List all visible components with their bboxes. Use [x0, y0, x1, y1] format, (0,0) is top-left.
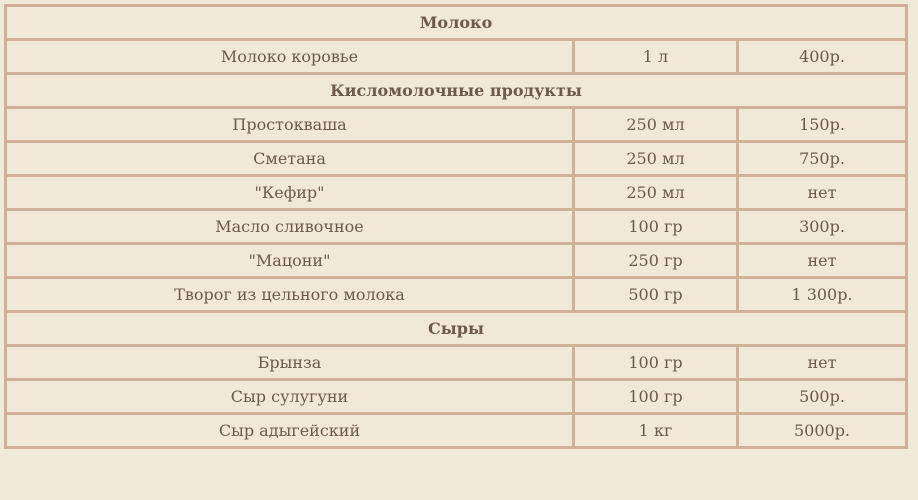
product-name: Сыр адыгейский — [6, 414, 574, 448]
table-row — [6, 176, 907, 210]
product-quantity: 250 мл — [574, 108, 738, 142]
product-price: 5000р. — [738, 414, 907, 448]
table-row — [6, 278, 907, 312]
product-price: 750р. — [738, 142, 907, 176]
product-price: нет — [738, 244, 907, 278]
product-name: "Мацони" — [6, 244, 574, 278]
product-quantity: 100 гр — [574, 346, 738, 380]
product-quantity: 100 гр — [574, 380, 738, 414]
product-quantity: 1 кг — [574, 414, 738, 448]
table-row — [6, 346, 907, 380]
product-price: 400р. — [738, 40, 907, 74]
product-price: 1 300р. — [738, 278, 907, 312]
section-header-milk — [6, 6, 907, 40]
product-quantity: 500 гр — [574, 278, 738, 312]
product-quantity: 1 л — [574, 40, 738, 74]
product-price: нет — [738, 346, 907, 380]
table-row — [6, 108, 907, 142]
product-price: 500р. — [738, 380, 907, 414]
table-row — [6, 142, 907, 176]
section-header-cheese — [6, 312, 907, 346]
table-row — [6, 244, 907, 278]
product-name: Молоко коровье — [6, 40, 574, 74]
product-price: нет — [738, 176, 907, 210]
table-row — [6, 40, 907, 74]
dairy-price-table — [4, 4, 908, 449]
product-quantity: 100 гр — [574, 210, 738, 244]
product-name: Сыр сулугуни — [6, 380, 574, 414]
product-name: "Кефир" — [6, 176, 574, 210]
table-row — [6, 210, 907, 244]
section-header-fermented — [6, 74, 907, 108]
table-row — [6, 414, 907, 448]
product-name: Масло сливочное — [6, 210, 574, 244]
product-price: 300р. — [738, 210, 907, 244]
section-title: Молоко — [6, 6, 907, 40]
product-quantity: 250 мл — [574, 142, 738, 176]
section-title: Сыры — [6, 312, 907, 346]
table-row — [6, 380, 907, 414]
product-quantity: 250 мл — [574, 176, 738, 210]
product-quantity: 250 гр — [574, 244, 738, 278]
product-price: 150р. — [738, 108, 907, 142]
product-name: Простокваша — [6, 108, 574, 142]
section-title: Кисломолочные продукты — [6, 74, 907, 108]
product-name: Творог из цельного молока — [6, 278, 574, 312]
product-name: Брынза — [6, 346, 574, 380]
product-name: Сметана — [6, 142, 574, 176]
